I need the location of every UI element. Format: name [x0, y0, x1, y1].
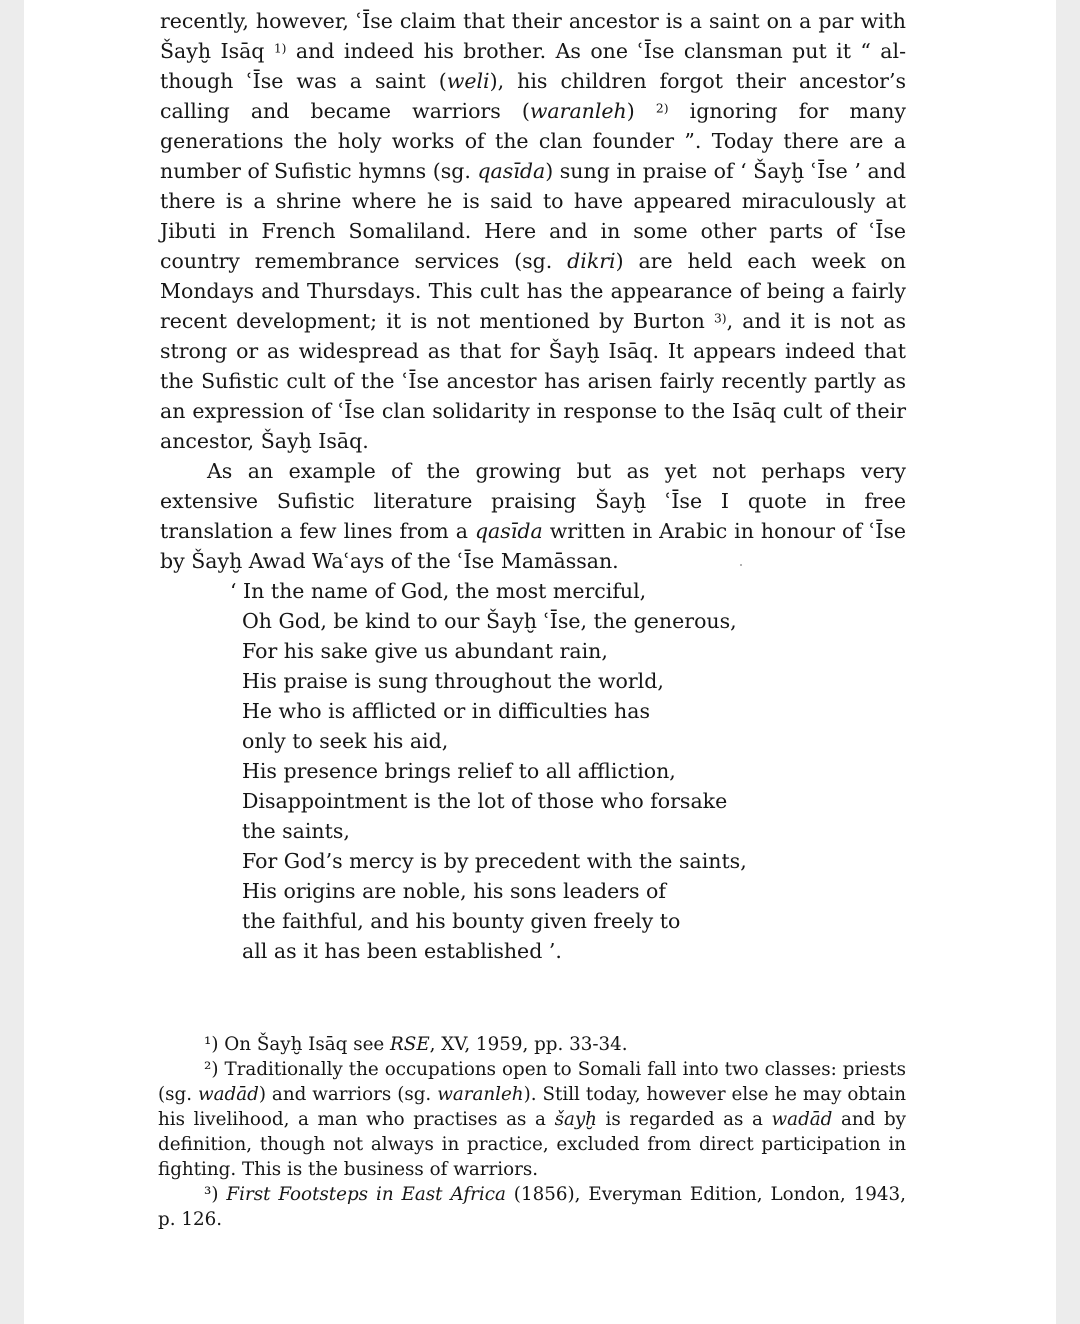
italic-term: waranleh: [529, 99, 627, 123]
quote-line: ‘ In the name of God, the most merciful,: [230, 579, 647, 603]
quote-line: For God’s mercy is by precedent with the saints,: [242, 849, 747, 873]
italic-term: wadād: [771, 1109, 833, 1130]
text-run: ²) Traditionally the occupations open to Somali fall into two classes: priests (sg.: [158, 1059, 906, 1105]
italic-term: šayḫ: [554, 1109, 597, 1130]
footnote-1: [158, 1032, 906, 1057]
quote-line: Disappointment is the lot of those who forsake: [242, 789, 728, 813]
text-run: ). Still today, however else he may obtain his livelihood, a man who practises as a: [158, 1084, 906, 1130]
italic-term: waranleh: [437, 1084, 524, 1105]
quote-line: only to seek his aid,: [242, 729, 449, 753]
footnote-2: [158, 1057, 906, 1182]
italic-term: qasīda: [474, 519, 543, 543]
text-run: ), his children forgot their ancestor’s calling and became warriors (: [160, 69, 906, 123]
quote-line: all as it has been established ’.: [242, 939, 562, 963]
text-run: ) are held each week on Mondays and Thursdays. This cult has the appearance of being a fairly recent development; it is not mentioned by Burton: [160, 249, 907, 333]
text-run: written in Arabic in honour of ʿĪse by Šayḫ Awad Waʿays of the ʿĪse Mamāssan.: [160, 519, 906, 573]
footnote-3: [158, 1182, 906, 1232]
text-run: and indeed his brother. As one ʿĪse clansman put it “ although ʿĪse was a saint (: [160, 39, 906, 93]
text-run: ) sung in praise of ‘ Šayḫ ʿĪse ’ and there is a shrine where he is said to have appeared miraculously at Jibuti in French Somaliland. Here and in some other parts of ʿĪse country remembrance services (sg.: [160, 159, 906, 273]
text-run: ) and warriors (sg.: [258, 1084, 438, 1105]
qasida-quote: [230, 576, 802, 966]
quote-line: the faithful, and his bounty given freely to: [242, 909, 681, 933]
italic-term: wadād: [197, 1084, 259, 1105]
footnotes: [158, 1032, 906, 1232]
italic-term: qasīda: [477, 159, 546, 183]
text-run: and by definition, though not always in practice, excluded from direct participation in fighting. This is the business of warriors.: [158, 1109, 906, 1180]
text-run: ³): [204, 1184, 227, 1205]
text-run: ignoring for many generations the holy works of the clan founder ”. Today there are a number of Sufistic hymns (sg.: [160, 99, 906, 183]
quote-line: His origins are noble, his sons leaders of: [242, 879, 666, 903]
paragraph: [160, 6, 906, 456]
text-run: , and it is not as strong or as widespread as that for Šayḫ Isāq. It appears indeed that the Sufistic cult of the ʿĪse ancestor has arisen fairly recently partly as an expression of ʿĪse clan solidarity in response to the Isāq cult of their ancestor, Šayḫ Isāq.: [160, 309, 906, 453]
quote-line: the saints,: [242, 819, 350, 843]
text-run: ¹) On Šayḫ Isāq see: [204, 1034, 391, 1055]
footnote-ref: 1): [273, 41, 287, 56]
italic-term: weli: [446, 69, 490, 93]
footnote-ref: 2): [655, 101, 669, 116]
quote-line: Oh God, be kind to our Šayḫ ʿĪse, the generous,: [242, 609, 737, 633]
quote-line: For his sake give us abundant rain,: [242, 639, 608, 663]
text-run: , XV, 1959, pp. 33-34.: [429, 1034, 628, 1055]
quote-line: His presence brings relief to all affliction,: [242, 759, 676, 783]
italic-term: RSE: [390, 1034, 430, 1055]
text-run: recently, however, ʿĪse claim that their ancestor is a saint on a par with Šayḫ Isāq: [160, 9, 906, 63]
quote-line: He who is afflicted or in difficulties has: [242, 699, 650, 723]
page: [24, 0, 1056, 1324]
footnote-ref: 3): [713, 311, 727, 326]
text-run: (1856), Everyman Edition, London, 1943, p. 126.: [158, 1184, 906, 1230]
text-run: As an example of the growing but as yet not perhaps very extensive Sufistic literature praising Šayḫ ʿĪse I quote in free translation a few lines from a: [160, 459, 906, 543]
text-run: is regarded as a: [596, 1109, 772, 1130]
text-run: ): [626, 99, 656, 123]
body-text: [160, 6, 906, 576]
paragraph: [160, 456, 906, 576]
quote-line: His praise is sung throughout the world,: [242, 669, 664, 693]
italic-term: dikri: [567, 249, 616, 273]
italic-term: First Footsteps in East Africa: [226, 1184, 506, 1205]
speck-mark: [740, 564, 742, 566]
